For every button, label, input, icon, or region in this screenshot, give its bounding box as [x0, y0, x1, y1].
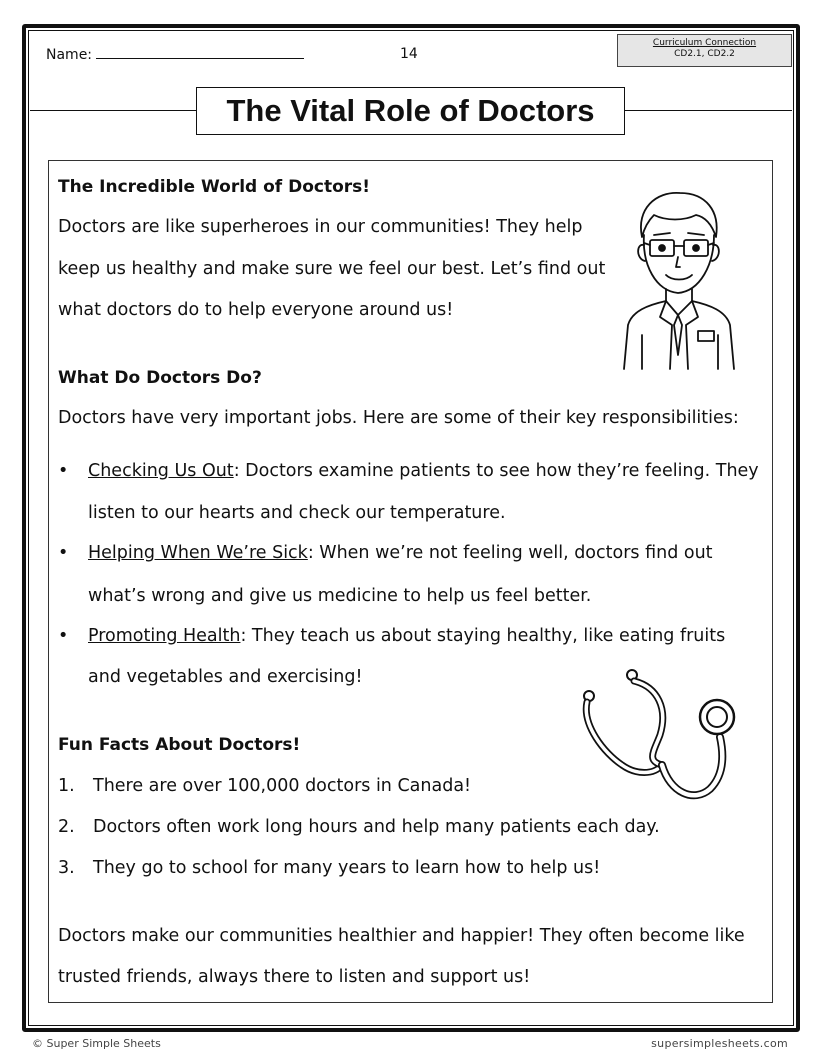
- stethoscope-illustration: [574, 665, 746, 807]
- responsibility-term: Checking Us Out: [88, 461, 234, 481]
- doctor-illustration: [620, 185, 740, 371]
- footer-copyright: © Super Simple Sheets: [32, 1037, 161, 1050]
- page-number: 14: [400, 46, 418, 62]
- responsibility-text: : Doctors examine patients to see how they’re feeling. They: [233, 461, 759, 481]
- responsibility-text: what’s wrong and give us medicine to help us feel better.: [88, 586, 592, 606]
- fact-number: 3.: [58, 858, 75, 878]
- name-blank-line[interactable]: [96, 46, 304, 59]
- responsibilities-intro: Doctors have very important jobs. Here are some of their key responsibilities:: [58, 408, 739, 428]
- responsibility-item: [88, 543, 713, 563]
- responsibility-text: and vegetables and exercising!: [88, 667, 363, 687]
- fact-text: Doctors often work long hours and help many patients each day.: [93, 817, 660, 837]
- responsibilities-heading: What Do Doctors Do?: [58, 368, 262, 388]
- closing-line: Doctors make our communities healthier and happier! They often become like: [58, 926, 745, 946]
- footer-website[interactable]: supersimplesheets.com: [651, 1037, 788, 1050]
- curriculum-title: Curriculum Connection: [652, 38, 757, 48]
- name-label: Name:: [46, 47, 93, 63]
- responsibility-item: [88, 626, 725, 646]
- bullet: •: [58, 543, 69, 563]
- name-field[interactable]: [46, 46, 304, 63]
- responsibility-item: [88, 461, 759, 481]
- curriculum-codes: CD2.1, CD2.2: [674, 49, 735, 59]
- fact-number: 1.: [58, 776, 75, 796]
- responsibility-text: : When we’re not feeling well, doctors find out: [307, 543, 713, 563]
- intro-line: Doctors are like superheroes in our communities! They help: [58, 217, 583, 237]
- responsibility-text: : They teach us about staying healthy, like eating fruits: [240, 626, 726, 646]
- bullet: •: [58, 461, 69, 481]
- bullet: •: [58, 626, 69, 646]
- intro-heading: The Incredible World of Doctors!: [58, 177, 371, 197]
- closing-line: trusted friends, always there to listen and support us!: [58, 967, 531, 987]
- responsibility-text: listen to our hearts and check our temperature.: [88, 503, 506, 523]
- fact-number: 2.: [58, 817, 75, 837]
- facts-heading: Fun Facts About Doctors!: [58, 735, 301, 755]
- fact-text: There are over 100,000 doctors in Canada!: [93, 776, 472, 796]
- responsibility-term: Helping When We’re Sick: [88, 543, 308, 563]
- intro-line: what doctors do to help everyone around us!: [58, 300, 454, 320]
- page-title: The Vital Role of Doctors: [196, 87, 625, 135]
- intro-line: keep us healthy and make sure we feel our best. Let’s find out: [58, 259, 606, 279]
- curriculum-connection-box: [617, 34, 792, 67]
- responsibility-term: Promoting Health: [88, 626, 241, 646]
- fact-text: They go to school for many years to learn how to help us!: [93, 858, 601, 878]
